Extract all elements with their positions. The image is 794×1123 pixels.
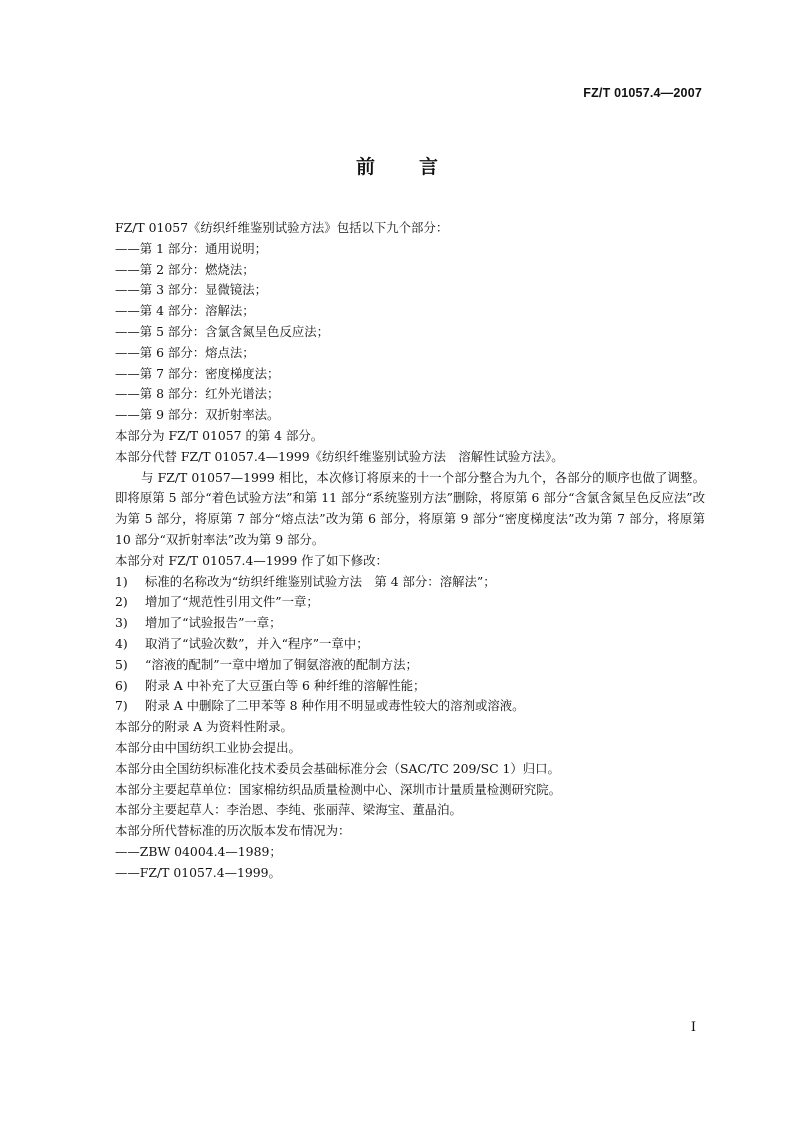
part-item: ——第 6 部分：熔点法； xyxy=(115,344,255,360)
title-char-2: 言 xyxy=(419,156,439,178)
history-item: ——ZBW 04004.4—1989； xyxy=(115,843,282,859)
change-number: 6) xyxy=(115,677,128,693)
proposed-paragraph: 本部分由中国纺织工业协会提出。 xyxy=(115,739,301,755)
drafting-units-paragraph: 本部分主要起草单位：国家棉纺织品质量检测中心、深圳市计量质量检测研究院。 xyxy=(115,781,562,797)
change-item xyxy=(115,572,705,593)
part-item: ——第 9 部分：双折射率法。 xyxy=(115,407,280,423)
standard-code: FZ/T 01057.4—2007 xyxy=(583,86,702,100)
appendix-paragraph: 本部分的附录 A 为资料性附录。 xyxy=(115,719,293,735)
change-item xyxy=(115,613,705,634)
changes-intro-paragraph: 本部分对 FZ/T 01057.4—1999 作了如下修改： xyxy=(115,552,388,568)
part-item: ——第 2 部分：燃烧法； xyxy=(115,261,255,277)
comparison-paragraph: 与 FZ/T 01057—1999 相比，本次修订将原来的十一个部分整合为九个，各部分的顺序也做了调整。即将原第 5 部分“着色试验方法”和第 11 部分“系统鉴别方法”删除，将原第 6 部分“含氯含氮呈色反应法”改为第 5 部分，将原第 7 部分“熔点法”改为第 6 部分，将原第 9 部分“密度梯度法”改为第 7 部分，将原第 10 部分“双折射率法”改为第 9 部分。 xyxy=(115,469,705,547)
page-title xyxy=(0,152,794,179)
change-text: 增加了“试验报告”一章； xyxy=(145,615,282,631)
change-text: 增加了“规范性引用文件”一章； xyxy=(145,594,319,610)
intro-paragraph: FZ/T 01057《纺织纤维鉴别试验方法》包括以下九个部分： xyxy=(115,220,449,235)
part-item: ——第 1 部分：通用说明； xyxy=(115,240,268,256)
change-text: 取消了“试验次数”，并入“程序”一章中； xyxy=(145,635,369,651)
change-number: 7) xyxy=(115,698,128,714)
change-text: 附录 A 中删除了二甲苯等 8 种作用不明显或毒性较大的溶剂或溶液。 xyxy=(145,698,525,714)
change-text: 标准的名称改为“纺织纤维鉴别试验方法 第 4 部分：溶解法”； xyxy=(145,573,496,589)
part-item: ——第 7 部分：密度梯度法； xyxy=(115,365,280,381)
history-intro-paragraph: 本部分所代替标准的历次版本发布情况为： xyxy=(115,823,351,839)
drafters-paragraph: 本部分主要起草人：李治恩、李纯、张丽萍、梁海宝、董晶泊。 xyxy=(115,802,462,818)
change-number: 3) xyxy=(115,615,128,631)
centralized-paragraph: 本部分由全国纺织标准化技术委员会基础标准分会（SAC/TC 209/SC 1）归口。 xyxy=(115,760,560,776)
history-item: ——FZ/T 01057.4—1999。 xyxy=(115,864,281,880)
change-item xyxy=(115,655,705,676)
change-number: 4) xyxy=(115,635,128,651)
change-item xyxy=(115,696,705,717)
change-item xyxy=(115,634,705,655)
part-item: ——第 3 部分：显微镜法； xyxy=(115,282,268,298)
change-item xyxy=(115,592,705,613)
title-char-1: 前 xyxy=(355,156,375,178)
replaces-paragraph: 本部分代替 FZ/T 01057.4—1999《纺织纤维鉴别试验方法 溶解性试验方法》。 xyxy=(115,448,564,464)
change-item xyxy=(115,676,705,697)
part-item: ——第 8 部分：红外光谱法； xyxy=(115,386,280,402)
part-item: ——第 5 部分：含氯含氮呈色反应法； xyxy=(115,323,330,339)
change-number: 5) xyxy=(115,656,128,672)
part-of-paragraph: 本部分为 FZ/T 01057 的第 4 部分。 xyxy=(115,427,324,443)
foreword-body xyxy=(115,218,705,884)
change-number: 1) xyxy=(115,573,128,589)
change-text: 附录 A 中补充了大豆蛋白等 6 种纤维的溶解性能； xyxy=(145,677,426,693)
part-item: ——第 4 部分：溶解法； xyxy=(115,303,255,319)
page-number: I xyxy=(690,1020,696,1035)
change-number: 2) xyxy=(115,594,128,610)
change-text: “溶液的配制”一章中增加了铜氨溶液的配制方法； xyxy=(145,656,418,672)
